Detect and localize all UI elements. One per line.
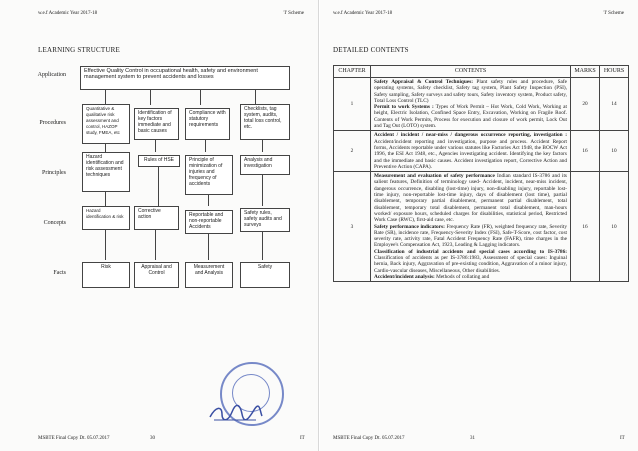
content-paragraph (374, 132, 567, 170)
right-footer-program: IT (620, 436, 625, 441)
content-paragraph (374, 173, 567, 223)
content-paragraph (374, 274, 567, 280)
procedure-box-key-factors: Identification of key factors immediate and basic causes (134, 108, 179, 140)
content-paragraph (374, 104, 567, 129)
fact-box-measurement: Measurement and Analysis (185, 262, 233, 288)
chapter-hours: 14 (600, 78, 629, 131)
concept-box-safety-rules: Safety rules, safety audits and surveys (240, 208, 290, 232)
content-heading: Measurement and evaluation of safety performance (374, 173, 495, 180)
fact-box-risk: Risk (82, 262, 130, 288)
content-text: Plant safety rules and procedure, Safe operating systems, Safety checklist, Safety tag system, Plant Safety Inspection (PSI), Safety sampling, Safety surveys and safety tours, Safety inventory system, Product safety, Total Loss Control (TLC) (374, 79, 567, 104)
chapter-rows (334, 78, 629, 282)
chapter-hours: 10 (600, 131, 629, 172)
content-paragraph (374, 249, 567, 274)
procedure-box-risk-assessment: Quantitative & qualitative risk assessment and control, HAZOP study, FMEA, etc (82, 104, 130, 144)
principle-box-rules-hse: Rules of HSE (138, 155, 180, 167)
table-row (334, 131, 629, 172)
left-header-year: w.e.f Academic Year 2017-18 (38, 11, 98, 16)
content-text: Classification of accidents as per IS-3786:1983, Assessment of special cases: Inguinal hernia, Back injury, Aggravation of pre-existing condition, Aggravation of a minor injury, Cardio-vascular diseases, Miscellaneous, Other disabilities. (374, 255, 567, 274)
content-text: Types of Work Permit – Hot Work, Cold Work, Working at height, Electric Isolation, Confined Space Entry, Excavation, Working on Fragile Roof. Contents of Work Permits, Process for execution and closure of work permit, Lock Out and Tag Out (LOTO) system. (374, 104, 567, 130)
row-label-facts: Facts (53, 270, 66, 276)
left-footer-copy: MSBTE Final Copy Dt. 05.07.2017 (38, 436, 110, 441)
application-box: Effective Quality Control in occupational health, safety and environment management system to prevent accidents and losses (80, 66, 290, 90)
fact-box-appraisal: Appraisal and Control (134, 262, 179, 288)
row-label-concepts: Concepts (43, 220, 66, 226)
table-header-row (334, 66, 629, 78)
chapter-marks: 16 (571, 172, 600, 282)
chapter-marks: 20 (571, 78, 600, 131)
concept-box-corrective-action: Corrective action (134, 206, 179, 230)
fact-box-safety: Safety (240, 262, 290, 288)
content-text: Frequency Rate (FR), weighted frequency rate, Severity Rate (SR), incidence rate, Frequency-Severity Index (FSI), Safe-T-Score, cost factor, cost severity rate, activity rate, Fatal Accident Frequency Rate (FAFR), time charges in the Employee's Compensation Act, 1923, Leading & Lagging indicators. (374, 223, 567, 249)
right-page (320, 0, 638, 451)
content-heading: Permit to work Systems : (374, 104, 434, 111)
row-label-procedures: Procedures (39, 120, 66, 126)
chapter-marks: 16 (571, 131, 600, 172)
chapter-contents (371, 131, 571, 172)
right-header-scheme: 'I' Scheme (603, 11, 624, 16)
chapter-hours: 10 (600, 172, 629, 282)
procedure-box-compliance: Compliance with statutory requirements (185, 108, 230, 140)
chapter-number: 3 (334, 172, 371, 282)
col-header-chapter: CHAPTER (334, 66, 371, 78)
detailed-contents-table (333, 65, 629, 282)
col-header-hours: HOURS (600, 66, 629, 78)
learning-structure-title: LEARNING STRUCTURE (38, 46, 120, 54)
content-heading: Classification of industrial accidents and special cases according to IS-3786: (374, 248, 567, 255)
row-label-principles: Principles (42, 170, 66, 176)
content-text: Accident/incident reporting and investigation, purpose and process. Accident Report forms, Accidents reportable under various statutes like Factories Act 1948, the BOCW Act 1996, the ESI Act 1948, etc., Agencies investigating accident. Identifying the key factors and the immediate and basic causes. Accident investigation report, Corrective Action and Preventive Action (CAPA). (374, 138, 567, 170)
table-row (334, 172, 629, 282)
content-heading: Accident/incident analysis: (374, 273, 435, 280)
detailed-contents-title: DETAILED CONTENTS (333, 46, 409, 54)
content-heading: Safety Appraisal & Control Techniques: (374, 79, 473, 85)
chapter-contents (371, 172, 571, 282)
right-footer-copy: MSBTE Final Copy Dt. 05.07.2017 (333, 436, 405, 441)
chapter-contents (371, 78, 571, 131)
content-paragraph (374, 79, 567, 104)
content-heading: Safety performance indicators: (374, 223, 445, 230)
col-header-marks: MARKS (571, 66, 600, 78)
principle-box-analysis: Analysis and investigation (240, 155, 290, 175)
left-footer-page-number: 30 (150, 436, 155, 441)
content-heading: Accident / incident / near-miss / dangerous occurrence reporting, investigation : (374, 132, 567, 139)
row-label-application: Application (37, 72, 66, 78)
signature-image (208, 402, 263, 424)
left-footer-program: IT (300, 436, 305, 441)
content-paragraph (374, 224, 567, 249)
table-row (334, 78, 629, 131)
right-footer-page-number: 31 (470, 436, 475, 441)
procedure-box-checklists: Checklists, tag system, audits, total loss control, etc. (240, 104, 290, 140)
principle-box-hazard-identification: Hazard identification and risk assessment techniques (82, 152, 130, 192)
chapter-number: 1 (334, 78, 371, 131)
concept-box-hazard-risk: Hazard identification & risk (82, 206, 130, 230)
content-text: Indian standard IS-3786 and its salient features, Definition of terminology used- Accident, incident, near-miss incident, dangerous occurrence, disabling (lost-time) injury, non-disabling injury, reportable lost-time injury, non-reportable lost-time injury, days of disablement (lost time), partial disablement, temporary partial disablement, permanent partial disablement, total disablement, temporary total disablement, permanent total disablement, man-hours worked/ exposure hours, scheduled charges for disabilities, statistical period, Restricted Work Case (RWC), first-aid case, etc. (374, 173, 567, 224)
content-text: Methods of collating and (434, 273, 490, 280)
right-header-year: w.e.f Academic Year 2017-18 (333, 11, 393, 16)
chapter-number: 2 (334, 131, 371, 172)
col-header-contents: CONTENTS (371, 66, 571, 78)
principle-box-minimization: Principle of minimization of injuries and frequency of accidents (185, 155, 233, 195)
concept-box-reportable-accidents: Reportable and non-reportable Accidents (185, 210, 233, 234)
left-header-scheme: 'I' Scheme (283, 11, 304, 16)
